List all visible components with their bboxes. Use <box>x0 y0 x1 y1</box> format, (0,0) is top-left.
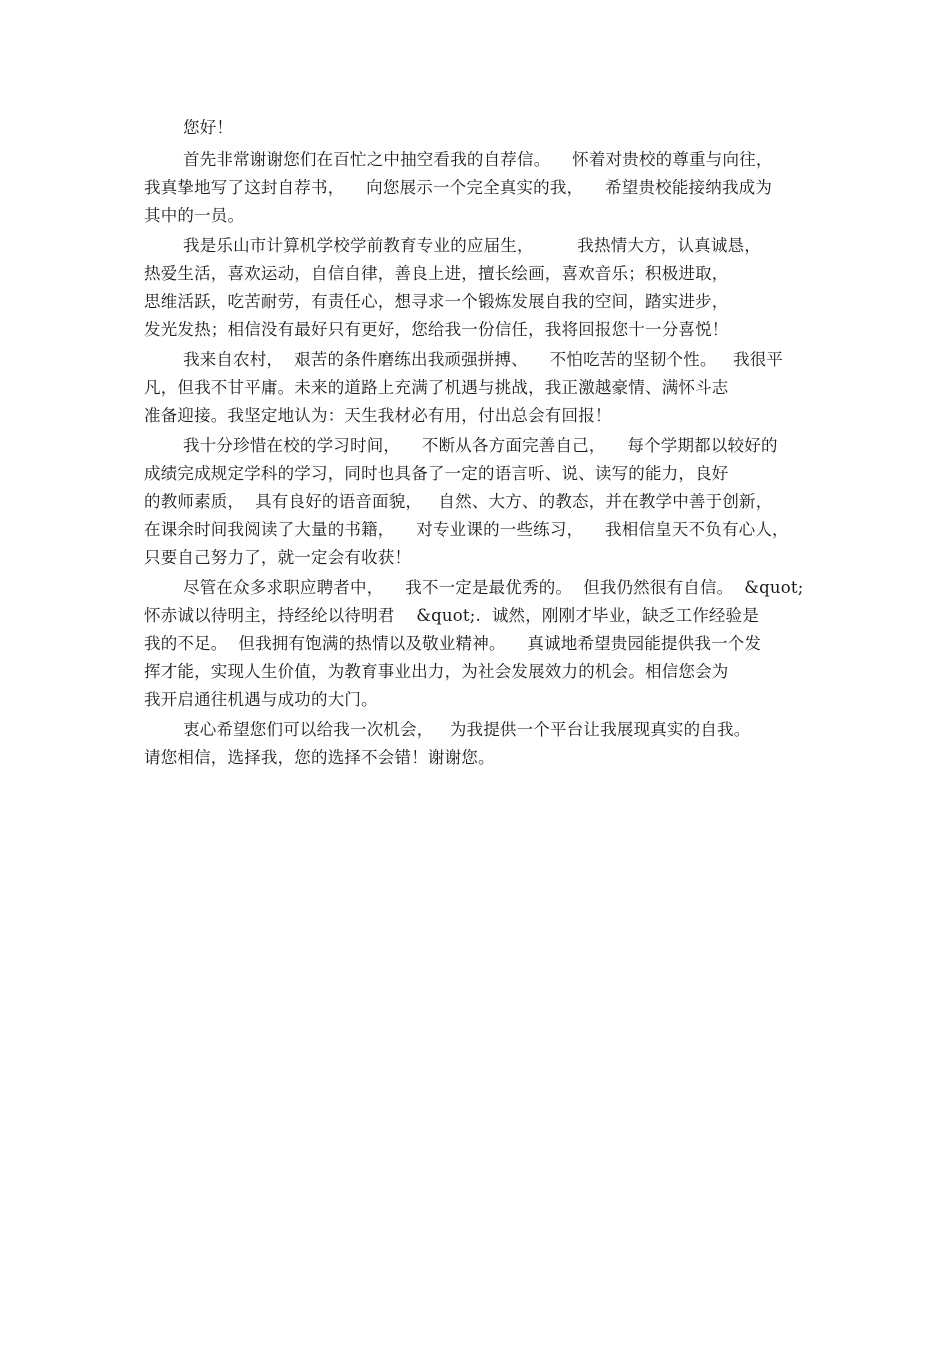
paragraph-2-line-2: 热爱生活，喜欢运动，自信自律，善良上进，擅长绘画，喜欢音乐；积极进取， <box>144 264 729 283</box>
paragraph-5-line-1: 尽管在众多求职应聘者中， 我不一定是最优秀的。 但我仍然很有自信。 &quot; <box>183 578 804 597</box>
greeting: 您好！ <box>183 118 234 137</box>
paragraph-1-line-1: 首先非常谢谢您们在百忙之中抽空看我的自荐信。 怀着对贵校的尊重与向往， <box>183 150 773 169</box>
paragraph-1-line-2: 我真挚地写了这封自荐书， 向您展示一个完全真实的我， 希望贵校能接纳我成为 <box>144 178 773 197</box>
paragraph-4-line-1: 我十分珍惜在校的学习时间， 不断从各方面完善自己， 每个学期都以较好的 <box>183 436 778 455</box>
paragraph-3-line-2: 凡，但我不甘平庸。未来的道路上充满了机遇与挑战，我正激越豪情、满怀斗志 <box>144 378 729 397</box>
paragraph-5-line-2: 怀赤诚以待明主，持经纶以待明君 &quot;. 诚然，刚刚才毕业，缺乏工作经验是 <box>144 606 760 625</box>
paragraph-2-line-4: 发光发热；相信没有最好只有更好，您给我一份信任，我将回报您十一分喜悦！ <box>144 320 729 339</box>
paragraph-4-line-5: 只要自己努力了，就一定会有收获！ <box>144 548 412 567</box>
paragraph-3-line-3: 准备迎接。我坚定地认为：天生我材必有用，付出总会有回报！ <box>144 406 612 425</box>
paragraph-5-line-4: 挥才能，实现人生价值，为教育事业出力，为社会发展效力的机会。相信您会为 <box>144 662 729 681</box>
paragraph-6-line-2: 请您相信，选择我，您的选择不会错！谢谢您。 <box>144 748 495 767</box>
paragraph-2-line-1: 我是乐山市计算机学校学前教育专业的应届生， 我热情大方，认真诚恳， <box>183 236 761 255</box>
paragraph-2-line-3: 思维活跃，吃苦耐劳，有责任心，想寻求一个锻炼发展自我的空间，踏实进步， <box>144 292 729 311</box>
paragraph-1-line-3: 其中的一员。 <box>144 206 245 225</box>
paragraph-4-line-3: 的教师素质， 具有良好的语音面貌， 自然、大方、的教态，并在教学中善于创新， <box>144 492 773 511</box>
paragraph-5-line-5: 我开启通往机遇与成功的大门。 <box>144 690 378 709</box>
paragraph-4-line-2: 成绩完成规定学科的学习，同时也具备了一定的语言听、说、读写的能力，良好 <box>144 464 729 483</box>
paragraph-6-line-1: 衷心希望您们可以给我一次机会， 为我提供一个平台让我展现真实的自我。 <box>183 720 751 739</box>
paragraph-4-line-4: 在课余时间我阅读了大量的书籍， 对专业课的一些练习， 我相信皇天不负有心人， <box>144 520 789 539</box>
paragraph-3-line-1: 我来自农村， 艰苦的条件磨练出我顽强拼搏、 不怕吃苦的坚韧个性。 我很平 <box>183 350 784 369</box>
paragraph-5-line-3: 我的不足。 但我拥有饱满的热情以及敬业精神。 真诚地希望贵园能提供我一个发 <box>144 634 762 653</box>
